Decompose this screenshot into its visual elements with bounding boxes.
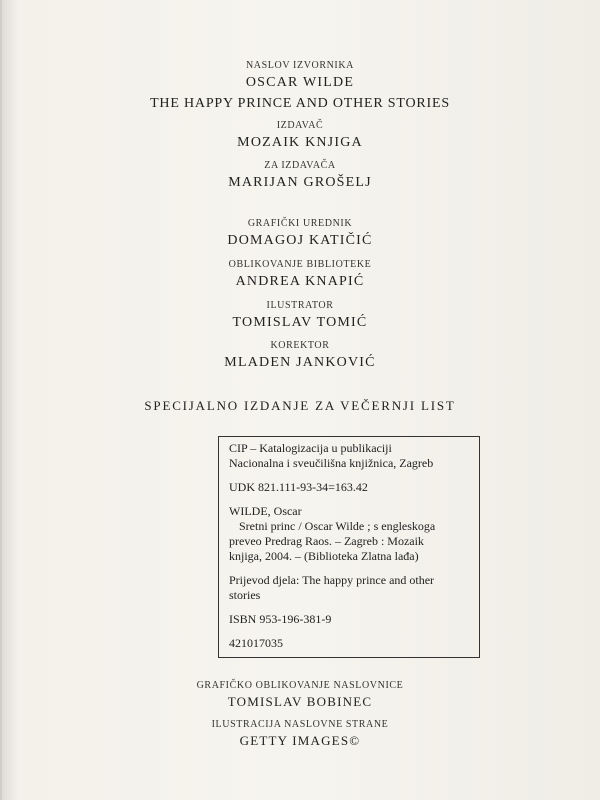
credit-graphic-editor: [0, 218, 600, 249]
credit-value: GETTY IMAGES©: [239, 733, 361, 748]
credit-label: GRAFIČKO OBLIKOVANJE NASLOVNICE: [196, 680, 404, 691]
credit-illustrator: [0, 300, 600, 331]
credit-value: TOMISLAV BOBINEC: [227, 694, 373, 709]
credit-proofreader: [0, 340, 600, 371]
credit-publisher: [0, 120, 600, 151]
credit-author: OSCAR WILDE: [245, 75, 355, 90]
credit-value: MOZAIK KNJIGA: [237, 135, 363, 150]
cip-author: WILDE, Oscar: [229, 504, 302, 518]
credit-label: ILUSTRATOR: [266, 300, 334, 311]
cip-description-line: preveo Predrag Raos. – Zagreb : Mozaik: [229, 534, 424, 548]
credit-original-title: [0, 60, 600, 112]
cover-design-credit: [0, 680, 600, 710]
cip-translation-line: Prijevod djela: The happy prince and other: [229, 573, 435, 587]
credit-value: DOMAGOJ KATIČIĆ: [227, 233, 373, 248]
special-edition-text: SPECIJALNO IZDANJE ZA VEČERNJI LIST: [144, 398, 456, 413]
special-edition: [0, 398, 600, 414]
cip-record-box: [218, 436, 480, 658]
credit-library-design: [0, 259, 600, 290]
credit-label: ZA IZDAVAČA: [264, 160, 336, 171]
cover-illustration-credit: [0, 719, 600, 749]
credit-for-publisher: [0, 160, 600, 191]
cip-udk: UDK 821.111-93-34=163.42: [229, 480, 368, 494]
credit-value: MARIJAN GROŠELJ: [228, 175, 372, 190]
credit-original-book-title: THE HAPPY PRINCE AND OTHER STORIES: [150, 96, 450, 111]
credit-label: IZDAVAČ: [276, 120, 324, 131]
credit-label: KOREKTOR: [270, 340, 330, 351]
cip-translation-line: stories: [229, 588, 261, 602]
cip-description-line: Sretni princ / Oscar Wilde ; s engleskoga: [239, 519, 436, 533]
credit-label: OBLIKOVANJE BIBLIOTEKE: [228, 259, 372, 270]
cip-header-line: Nacionalna i sveučilišna knjižnica, Zagreb: [229, 456, 434, 470]
cip-number: 421017035: [229, 636, 283, 650]
credit-value: TOMISLAV TOMIĆ: [232, 315, 368, 330]
credit-value: ANDREA KNAPIĆ: [235, 274, 365, 289]
cip-isbn: ISBN 953-196-381-9: [229, 612, 332, 626]
credit-label: ILUSTRACIJA NASLOVNE STRANE: [211, 719, 389, 730]
cip-description-line: knjiga, 2004. – (Biblioteka Zlatna lađa): [229, 549, 419, 563]
credit-label: NASLOV IZVORNIKA: [245, 60, 355, 71]
credit-value: MLADEN JANKOVIĆ: [224, 355, 376, 370]
credit-label: GRAFIČKI UREDNIK: [247, 218, 353, 229]
cip-header-line: CIP – Katalogizacija u publikaciji: [229, 441, 392, 455]
